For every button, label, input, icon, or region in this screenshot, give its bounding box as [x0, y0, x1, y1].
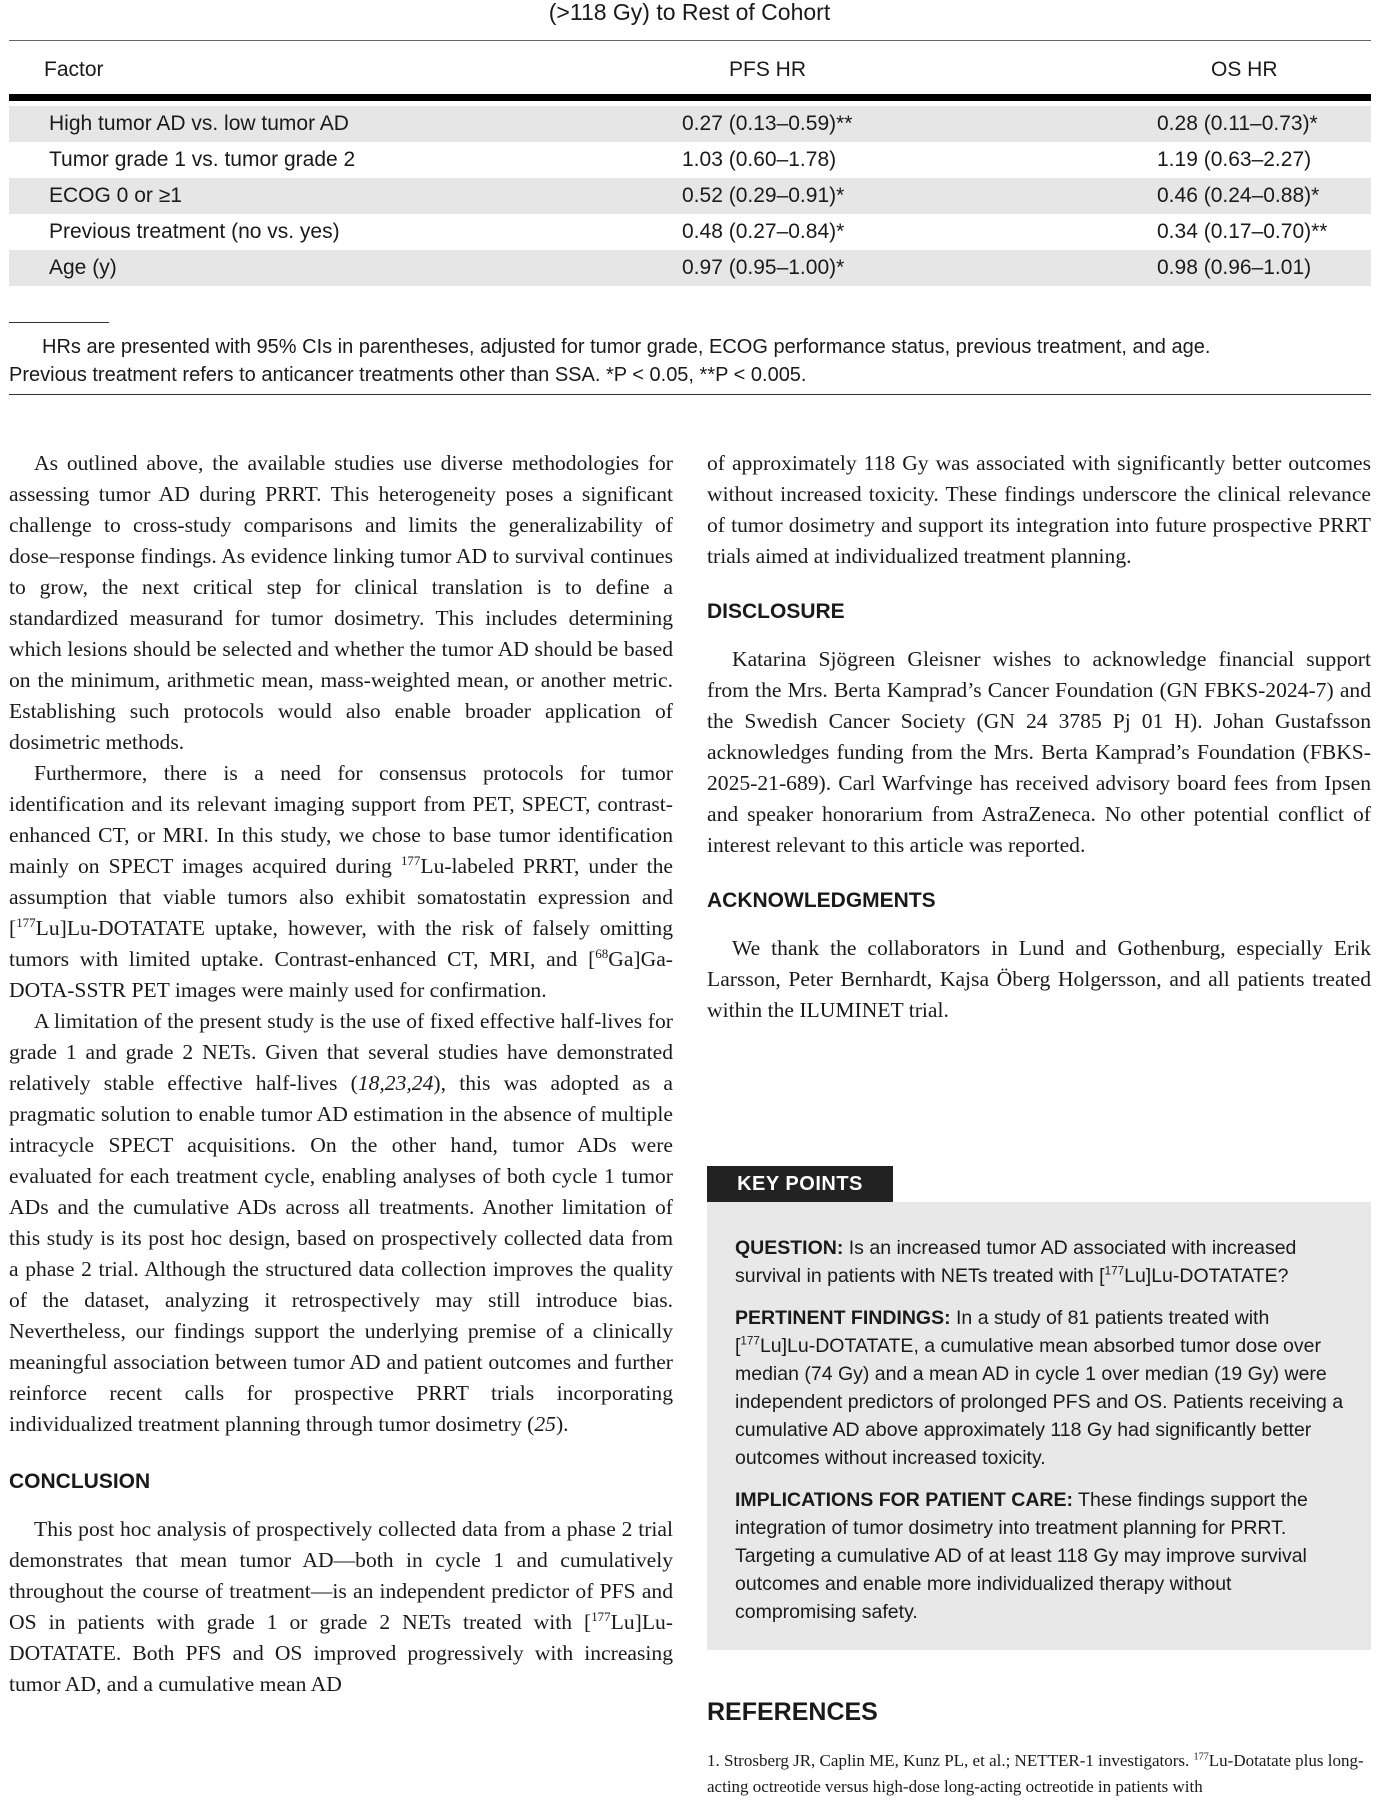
header-os-hr: OS HR — [1211, 58, 1278, 81]
text-run: Furthermore, there is a need for consensus protocols for tumor identification and its relevant imaging support from PET, SPECT, contrast-enhanced CT, or MRI. In this study, we chose to base tumor identification mainly on SPECT images acquired during — [9, 761, 673, 878]
table-row — [9, 178, 1371, 214]
factor-cell: High tumor AD vs. low tumor AD — [49, 112, 349, 135]
os-cell: 0.28 (0.11–0.73)* — [1157, 112, 1318, 135]
text-run: Lu]Lu-DOTATATE uptake, however, with the risk of falsely omitting tumors with limited uptake. Contrast-enhanced CT, MRI, and [ — [9, 916, 673, 971]
factor-cell: Tumor grade 1 vs. tumor grade 2 — [49, 148, 356, 171]
right-column — [707, 448, 1371, 1026]
table-row — [9, 250, 1371, 286]
text-run: This post hoc analysis of prospectively collected data from a phase 2 trial demonstrates that mean tumor AD—both in cycle 1 and cumulatively throughout the course of treatment—is an independent predictor of PFS and OS in patients with grade 1 or grade 2 NETs treated with [ — [9, 1517, 673, 1634]
os-cell: 0.34 (0.17–0.70)** — [1157, 220, 1328, 243]
key-point-label: PERTINENT FINDINGS: — [735, 1307, 951, 1329]
text-run: 1. Strosberg JR, Caplin ME, Kunz PL, et al.; NETTER-1 investigators. — [707, 1751, 1194, 1770]
text-run: A limitation of the present study is the use of fixed effective half-lives for grade 1 and grade 2 NETs. Given that several studies have demonstrated relatively stable effective half-lives ( — [9, 1009, 673, 1095]
superscript: 177 — [591, 1608, 611, 1624]
table-row — [9, 106, 1371, 142]
reference-item — [707, 1748, 1371, 1800]
text-run: Lu]Lu-DOTATATE. Both PFS and OS improved progressively with increasing tumor AD, and a cumulative mean AD — [9, 1610, 673, 1696]
superscript: 177 — [1104, 1264, 1125, 1278]
text-run: These findings support the integration of tumor dosimetry into treatment planning for PRRT. Targeting a cumulative AD of at least 118 Gy may improve survival outcomes and enable more individualized therapy without compromising safety. — [735, 1489, 1308, 1623]
key-point-question — [735, 1234, 1350, 1290]
citation: 18,23,24 — [357, 1071, 434, 1095]
footnote-line-1: HRs are presented with 95% CIs in parentheses, adjusted for tumor grade, ECOG performance status, previous treatment, and age. — [42, 336, 1211, 358]
text-run: Ga]Ga-DOTA-SSTR PET images were mainly used for confirmation. — [9, 947, 673, 1002]
table-caption: (>118 Gy) to Rest of Cohort — [548, 0, 831, 25]
os-cell: 0.46 (0.24–0.88)* — [1157, 184, 1320, 207]
table-footnote — [9, 333, 1371, 389]
disclosure-heading: DISCLOSURE — [707, 600, 845, 623]
superscript: 177 — [1193, 1751, 1209, 1763]
table-top-rule — [9, 40, 1371, 41]
superscript: 68 — [595, 945, 609, 961]
table-header-rule — [9, 94, 1371, 101]
text-run: Is an increased tumor AD associated with increased survival in patients with NETs treated with [ — [735, 1237, 1297, 1287]
paragraph-acknowledgments: We thank the collaborators in Lund and Gothenburg, especially Erik Larsson, Peter Bernhardt, Kajsa Öberg Holgersson, and all patients treated within the ILUMINET trial. — [707, 936, 1371, 1022]
text-run: Lu]Lu-DOTATATE, a cumulative mean absorbed tumor dose over median (74 Gy) and a mean AD in cycle 1 over median (19 Gy) were independent predictors of prolonged PFS and OS. Patients receiving a cumulative AD above approximately 118 Gy had significantly better outcomes without increased toxicity. — [735, 1335, 1344, 1469]
pfs-cell: 0.27 (0.13–0.59)** — [682, 112, 853, 135]
factor-cell: ECOG 0 or ≥1 — [49, 184, 182, 207]
header-pfs-hr: PFS HR — [729, 58, 807, 81]
superscript: 177 — [740, 1334, 760, 1348]
citation: 25 — [534, 1412, 556, 1436]
factor-cell: Age (y) — [49, 256, 117, 279]
paragraph-conclusion — [9, 1514, 673, 1700]
header-factor: Factor — [44, 58, 104, 81]
pfs-cell: 0.52 (0.29–0.91)* — [682, 184, 845, 207]
key-points-box — [707, 1202, 1371, 1650]
text-run: ), this was adopted as a pragmatic solution to enable tumor AD estimation in the absence of multiple intracycle SPECT acquisitions. On the other hand, tumor ADs were evaluated for each treatment cycle, enabling analyses of both cycle 1 tumor ADs and the cumulative ADs across all treatments. Another limitation of this study is its post hoc design, based on prospectively collected data from a phase 2 trial. Although the structured data collection improves the quality of the dataset, analyzing it retrospectively may still introduce bias. Nevertheless, our findings support the underlying premise of a clinically meaningful association between tumor AD and patient outcomes and further reinforce recent calls for prospective PRRT trials incorporating individualized treatment planning through tumor dosimetry ( — [9, 1071, 673, 1436]
references-heading: REFERENCES — [707, 1698, 878, 1726]
paragraph-consensus — [9, 758, 673, 1006]
footnote-line-2: Previous treatment refers to anticancer treatments other than SSA. *P < 0.05, **P < 0.005. — [9, 364, 807, 386]
pfs-cell: 0.48 (0.27–0.84)* — [682, 220, 845, 243]
table-bottom-rule — [9, 394, 1371, 395]
text-run: Lu-Dotatate plus long-acting octreotide versus high-dose long-acting octreotide in patients with — [707, 1751, 1364, 1796]
text-run: Lu-labeled PRRT, under the assumption that viable tumors also exhibit somatostatin expression and [ — [9, 854, 673, 940]
footnote-rule — [9, 322, 109, 323]
paragraph-disclosure: Katarina Sjögreen Gleisner wishes to acknowledge financial support from the Mrs. Berta Kamprad’s Cancer Foundation (GN FBKS-2024-7) and the Swedish Cancer Society (GN 24 3785 Pj 01 H). Johan Gustafsson acknowledges funding from the Mrs. Berta Kamprad’s Foundation (FBKS-2025-21-689). Carl Warfvinge has received advisory board fees from Ipsen and speaker honorarium from AstraZeneca. No other potential conflict of interest relevant to this article was reported. — [707, 647, 1371, 857]
text-run: Lu]Lu-DOTATATE? — [1124, 1265, 1289, 1287]
pfs-cell: 0.97 (0.95–1.00)* — [682, 256, 845, 279]
os-cell: 0.98 (0.96–1.01) — [1157, 256, 1312, 279]
paragraph-methodologies: As outlined above, the available studies use diverse methodologies for assessing tumor AD during PRRT. This heterogeneity poses a significant challenge to cross-study comparisons and limits the generalizability of dose–response findings. As evidence linking tumor AD to survival continues to grow, the next critical step for clinical translation is to define a standardized measurand for tumor dosimetry. This includes determining which lesions should be selected and whether the tumor AD should be based on the minimum, arithmetic mean, mass-weighted mean, or another metric. Establishing such protocols would also enable broader application of dosimetric methods. — [9, 451, 673, 754]
text-run: ). — [555, 1412, 569, 1436]
acknowledgments-heading: ACKNOWLEDGMENTS — [707, 889, 936, 912]
pfs-cell: 1.03 (0.60–1.78) — [682, 148, 837, 171]
conclusion-heading: CONCLUSION — [9, 1470, 151, 1493]
factor-cell: Previous treatment (no vs. yes) — [49, 220, 340, 243]
left-column — [9, 448, 673, 1700]
os-cell: 1.19 (0.63–2.27) — [1157, 148, 1312, 171]
table-row — [9, 142, 1371, 178]
key-point-implications — [735, 1486, 1350, 1626]
superscript: 177 — [400, 852, 421, 868]
key-point-label: IMPLICATIONS FOR PATIENT CARE: — [735, 1489, 1073, 1511]
paragraph-conclusion-cont: of approximately 118 Gy was associated with significantly better outcomes without increased toxicity. These findings underscore the clinical relevance of tumor dosimetry and support its integration into future prospective PRRT trials aimed at individualized treatment planning. — [707, 451, 1371, 568]
key-point-findings — [735, 1304, 1350, 1472]
paragraph-limitations — [9, 1006, 673, 1440]
table-row — [9, 214, 1371, 250]
key-point-label: QUESTION: — [735, 1237, 844, 1259]
key-points-label: KEY POINTS — [707, 1166, 893, 1202]
text-run: In a study of 81 patients treated with [ — [735, 1307, 1270, 1357]
superscript: 177 — [16, 914, 36, 930]
